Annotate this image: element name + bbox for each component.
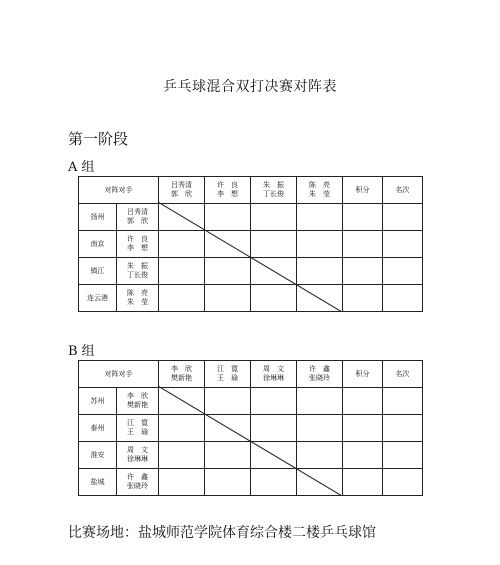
result-cell[interactable]: [159, 469, 205, 496]
player-name: 周 文: [263, 365, 284, 373]
table-row: [79, 258, 423, 285]
rank-cell[interactable]: [383, 469, 423, 496]
rank-header: 名次: [383, 361, 423, 388]
score-cell[interactable]: [343, 204, 383, 231]
score-cell[interactable]: [343, 415, 383, 442]
player-name: 丁长俊: [127, 271, 148, 279]
result-cell[interactable]: [297, 415, 343, 442]
group-b-table: [78, 360, 423, 496]
rank-cell[interactable]: [383, 285, 423, 312]
player-name: 李 欣: [127, 392, 148, 400]
player-name: 朱 振: [127, 262, 148, 270]
result-cell[interactable]: [205, 415, 251, 442]
city-cell: 南京: [79, 231, 117, 258]
result-cell[interactable]: [251, 231, 297, 258]
row-pair: [117, 442, 159, 469]
group-a-label: A 组: [68, 160, 95, 175]
rank-cell[interactable]: [383, 415, 423, 442]
row-pair: [117, 388, 159, 415]
column-pair: [251, 361, 297, 388]
result-cell[interactable]: [297, 285, 343, 312]
score-cell[interactable]: [343, 388, 383, 415]
player-name: 陈 亮: [309, 181, 330, 189]
city-cell: 苏州: [79, 388, 117, 415]
rank-cell[interactable]: [383, 258, 423, 285]
player-name: 樊新艳: [127, 401, 148, 409]
city-cell: 盐城: [79, 469, 117, 496]
result-cell[interactable]: [297, 388, 343, 415]
table-row: [79, 442, 423, 469]
result-cell[interactable]: [159, 204, 205, 231]
player-name: 江 寛: [217, 365, 238, 373]
table-row: [79, 415, 423, 442]
group-b-label: B 组: [68, 344, 95, 359]
result-cell[interactable]: [159, 231, 205, 258]
player-name: 李 想: [217, 190, 238, 198]
result-cell[interactable]: [205, 258, 251, 285]
table-row: [79, 388, 423, 415]
player-name: 王 瑜: [127, 428, 148, 436]
score-cell[interactable]: [343, 258, 383, 285]
result-cell[interactable]: [159, 442, 205, 469]
group-a-table: [78, 176, 423, 312]
row-pair: [117, 285, 159, 312]
corner-cell: 对阵对手: [79, 177, 159, 204]
player-name: 陈 亮: [127, 289, 148, 297]
city-cell: 连云港: [79, 285, 117, 312]
result-cell[interactable]: [251, 388, 297, 415]
score-cell[interactable]: [343, 285, 383, 312]
venue-note: 比赛场地：盐城师范学院体育综合楼二楼乒乓球馆: [68, 525, 376, 541]
result-cell[interactable]: [297, 258, 343, 285]
corner-cell: 对阵对手: [79, 361, 159, 388]
row-pair: [117, 231, 159, 258]
city-cell: 泰州: [79, 415, 117, 442]
rank-cell[interactable]: [383, 204, 423, 231]
player-name: 徐琳琳: [263, 374, 284, 382]
player-name: 郭 欣: [127, 217, 148, 225]
result-cell[interactable]: [297, 469, 343, 496]
column-pair: [205, 177, 251, 204]
table-row: [79, 469, 423, 496]
rank-header: 名次: [383, 177, 423, 204]
player-name: 吕秀清: [127, 208, 148, 216]
result-cell[interactable]: [251, 258, 297, 285]
column-pair: [297, 177, 343, 204]
result-cell[interactable]: [159, 285, 205, 312]
player-name: 丁长俊: [263, 190, 284, 198]
result-cell[interactable]: [205, 285, 251, 312]
score-cell[interactable]: [343, 442, 383, 469]
row-pair: [117, 258, 159, 285]
player-name: 江 寛: [127, 419, 148, 427]
result-cell[interactable]: [251, 415, 297, 442]
page-title: 乒乓球混合双打决赛对阵表: [163, 79, 337, 95]
score-header: 积分: [343, 361, 383, 388]
result-cell[interactable]: [251, 442, 297, 469]
result-cell[interactable]: [205, 231, 251, 258]
result-cell[interactable]: [297, 442, 343, 469]
player-name: 朱 莹: [127, 298, 148, 306]
result-cell[interactable]: [251, 469, 297, 496]
column-pair: [297, 361, 343, 388]
row-pair: [117, 415, 159, 442]
player-name: 张晓玲: [127, 482, 148, 490]
player-name: 许 鑫: [127, 473, 148, 481]
result-cell[interactable]: [159, 415, 205, 442]
player-name: 张晓玲: [309, 374, 330, 382]
player-name: 许 良: [217, 181, 238, 189]
table-row: [79, 285, 423, 312]
player-name: 王 瑜: [217, 374, 238, 382]
player-name: 周 文: [127, 446, 148, 454]
player-name: 徐琳琳: [127, 455, 148, 463]
result-cell[interactable]: [251, 204, 297, 231]
table-row: [79, 204, 423, 231]
city-cell: 扬州: [79, 204, 117, 231]
column-pair: [159, 177, 205, 204]
score-header: 积分: [343, 177, 383, 204]
player-name: 樊新艳: [171, 374, 192, 382]
player-name: 郭 欣: [171, 190, 192, 198]
player-name: 朱 振: [263, 181, 284, 189]
row-pair: [117, 204, 159, 231]
result-cell[interactable]: [205, 469, 251, 496]
rank-cell[interactable]: [383, 442, 423, 469]
player-name: 许 鑫: [309, 365, 330, 373]
result-cell[interactable]: [297, 231, 343, 258]
result-cell[interactable]: [159, 258, 205, 285]
result-cell[interactable]: [251, 285, 297, 312]
result-cell[interactable]: [205, 442, 251, 469]
column-pair: [251, 177, 297, 204]
result-cell[interactable]: [205, 388, 251, 415]
result-cell[interactable]: [205, 204, 251, 231]
player-name: 李 欣: [171, 365, 192, 373]
group-a-header-row: [79, 177, 423, 204]
rank-cell[interactable]: [383, 231, 423, 258]
stage-heading: 第一阶段: [68, 130, 129, 148]
city-cell: 镇江: [79, 258, 117, 285]
player-name: 许 良: [127, 235, 148, 243]
score-cell[interactable]: [343, 231, 383, 258]
player-name: 朱 莹: [309, 190, 330, 198]
result-cell[interactable]: [297, 204, 343, 231]
group-b-header-row: [79, 361, 423, 388]
result-cell[interactable]: [159, 388, 205, 415]
row-pair: [117, 469, 159, 496]
table-row: [79, 231, 423, 258]
rank-cell[interactable]: [383, 388, 423, 415]
score-cell[interactable]: [343, 469, 383, 496]
column-pair: [205, 361, 251, 388]
player-name: 吕秀清: [171, 181, 192, 189]
player-name: 李 想: [127, 244, 148, 252]
column-pair: [159, 361, 205, 388]
city-cell: 淮安: [79, 442, 117, 469]
